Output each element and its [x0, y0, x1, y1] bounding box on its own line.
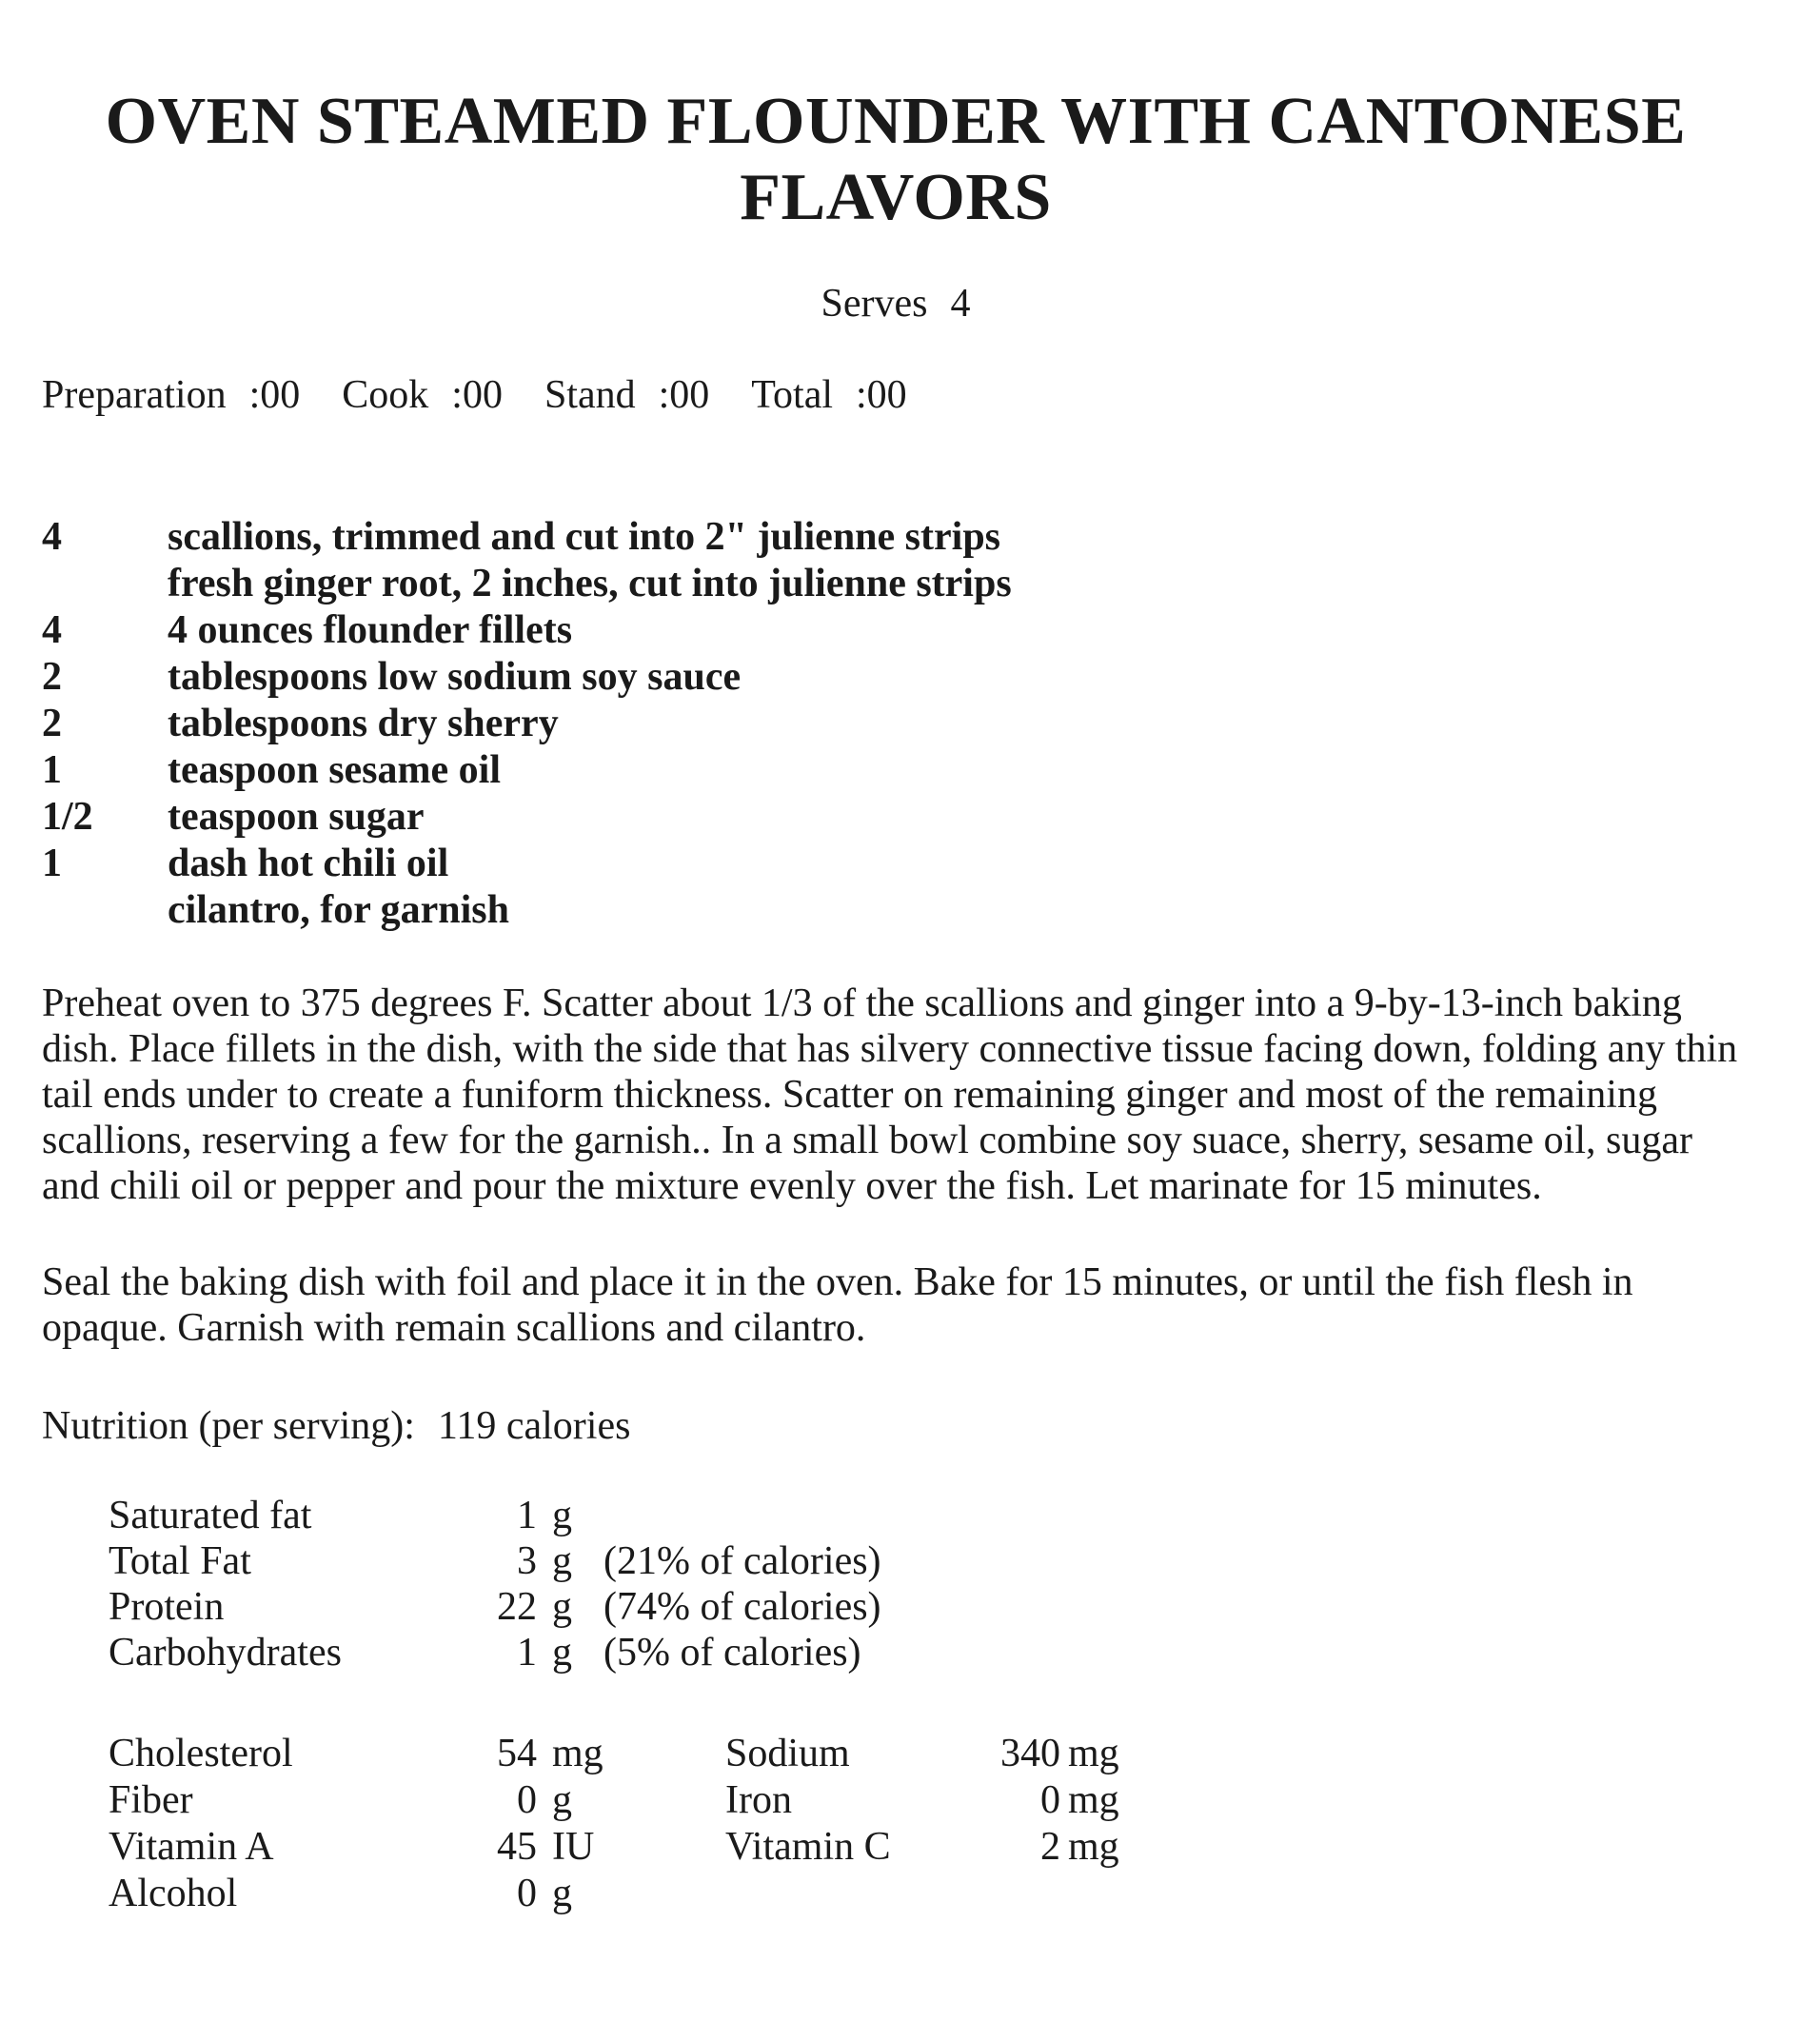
micro-label: Alcohol: [109, 1872, 238, 1915]
time-cook: [342, 371, 503, 419]
micro-value: 45: [497, 1825, 537, 1869]
ingredient-text: 4 ounces flounder fillets: [168, 608, 573, 652]
micro-label: Iron: [725, 1778, 792, 1822]
recipe-title: [0, 84, 1791, 236]
micro-unit: mg: [1068, 1825, 1119, 1869]
ingredient-text: tablespoons low sodium soy sauce: [168, 655, 742, 699]
time-stand: [544, 371, 709, 419]
macro-label: Carbohydrates: [109, 1631, 342, 1675]
micro-unit: mg: [1068, 1778, 1119, 1822]
time-preparation: [42, 371, 300, 419]
ingredient-text: tablespoons dry sherry: [168, 702, 559, 745]
serves-label: Serves: [821, 282, 928, 326]
ingredient-qty: 4: [42, 608, 62, 652]
micro-label: Vitamin C: [725, 1825, 891, 1869]
macro-value: 1: [517, 1631, 537, 1675]
micro-unit: mg: [1068, 1732, 1119, 1775]
macro-unit: g: [552, 1539, 572, 1583]
micro-label: Vitamin A: [109, 1825, 274, 1869]
macro-pct: (74% of calories): [603, 1585, 881, 1629]
time-info: [42, 371, 949, 419]
micro-value: 2: [1040, 1825, 1060, 1869]
micro-value: 0: [1040, 1778, 1060, 1822]
micro-label: Sodium: [725, 1732, 850, 1775]
micro-value: 340: [1000, 1732, 1060, 1775]
time-value: :00: [248, 373, 301, 417]
ingredient-text: teaspoon sesame oil: [168, 748, 501, 792]
title-line-2: FLAVORS: [740, 161, 1052, 234]
macro-label: Total Fat: [109, 1539, 251, 1583]
time-label: Preparation: [42, 373, 227, 417]
macro-pct: (21% of calories): [603, 1539, 881, 1583]
nutrition-label: Nutrition (per serving):: [42, 1404, 415, 1448]
nutrition-heading: [42, 1402, 630, 1450]
ingredient-text: fresh ginger root, 2 inches, cut into julienne strips: [168, 562, 1012, 605]
macro-value: 22: [497, 1585, 537, 1629]
ingredient-text: cilantro, for garnish: [168, 888, 509, 932]
ingredient-qty: 2: [42, 702, 62, 745]
serves-value: 4: [950, 282, 971, 326]
ingredient-qty: 1: [42, 842, 62, 885]
macro-pct: (5% of calories): [603, 1631, 861, 1675]
micro-unit: g: [552, 1872, 572, 1915]
time-value: :00: [856, 373, 907, 417]
directions-paragraph-2: Seal the baking dish with foil and place it in the oven. Bake for 15 minutes, or until the fish flesh in opaque. Garnish with remain scallions and cilantro.: [42, 1260, 1633, 1350]
ingredient-text: dash hot chili oil: [168, 842, 449, 885]
serves: [0, 280, 1791, 327]
time-label: Cook: [342, 373, 429, 417]
ingredient-text: scallions, trimmed and cut into 2" julienne strips: [168, 515, 1001, 559]
ingredient-qty: 1/2: [42, 795, 93, 839]
title-line-1: OVEN STEAMED FLOUNDER WITH CANTONESE: [105, 85, 1687, 158]
micro-label: Cholesterol: [109, 1732, 293, 1775]
micro-value: 0: [517, 1778, 537, 1822]
macro-value: 3: [517, 1539, 537, 1583]
time-label: Stand: [544, 373, 636, 417]
micro-unit: mg: [552, 1732, 603, 1775]
time-label: Total: [751, 373, 833, 417]
macro-label: Protein: [109, 1585, 225, 1629]
time-value: :00: [658, 373, 710, 417]
macro-label: Saturated fat: [109, 1494, 312, 1537]
micro-unit: IU: [552, 1825, 595, 1869]
ingredient-qty: 1: [42, 748, 62, 792]
ingredient-text: teaspoon sugar: [168, 795, 425, 839]
macro-unit: g: [552, 1631, 572, 1675]
macro-unit: g: [552, 1585, 572, 1629]
micro-unit: g: [552, 1778, 572, 1822]
directions-paragraph-1: Preheat oven to 375 degrees F. Scatter about 1/3 of the scallions and ginger into a 9-by-13-inch baking dish. Place fillets in the dish, with the side that has silvery connective tissue facing down, folding any thin tail ends under to create a funiform thickness. Scatter on remaining ginger and most of the remaining scallions, reserving a few for the garnish.. In a small bowl combine soy suace, sherry, sesame oil, sugar and chili oil or pepper and pour the mixture evenly over the fish. Let marinate for 15 minutes.: [42, 981, 1738, 1208]
time-total: [751, 371, 906, 419]
ingredient-qty: 2: [42, 655, 62, 699]
micro-value: 0: [517, 1872, 537, 1915]
macro-value: 1: [517, 1494, 537, 1537]
nutrition-calories: 119 calories: [437, 1404, 631, 1448]
ingredient-qty: 4: [42, 515, 62, 559]
macro-unit: g: [552, 1494, 572, 1537]
micro-label: Fiber: [109, 1778, 193, 1822]
time-value: :00: [451, 373, 503, 417]
micro-value: 54: [497, 1732, 537, 1775]
